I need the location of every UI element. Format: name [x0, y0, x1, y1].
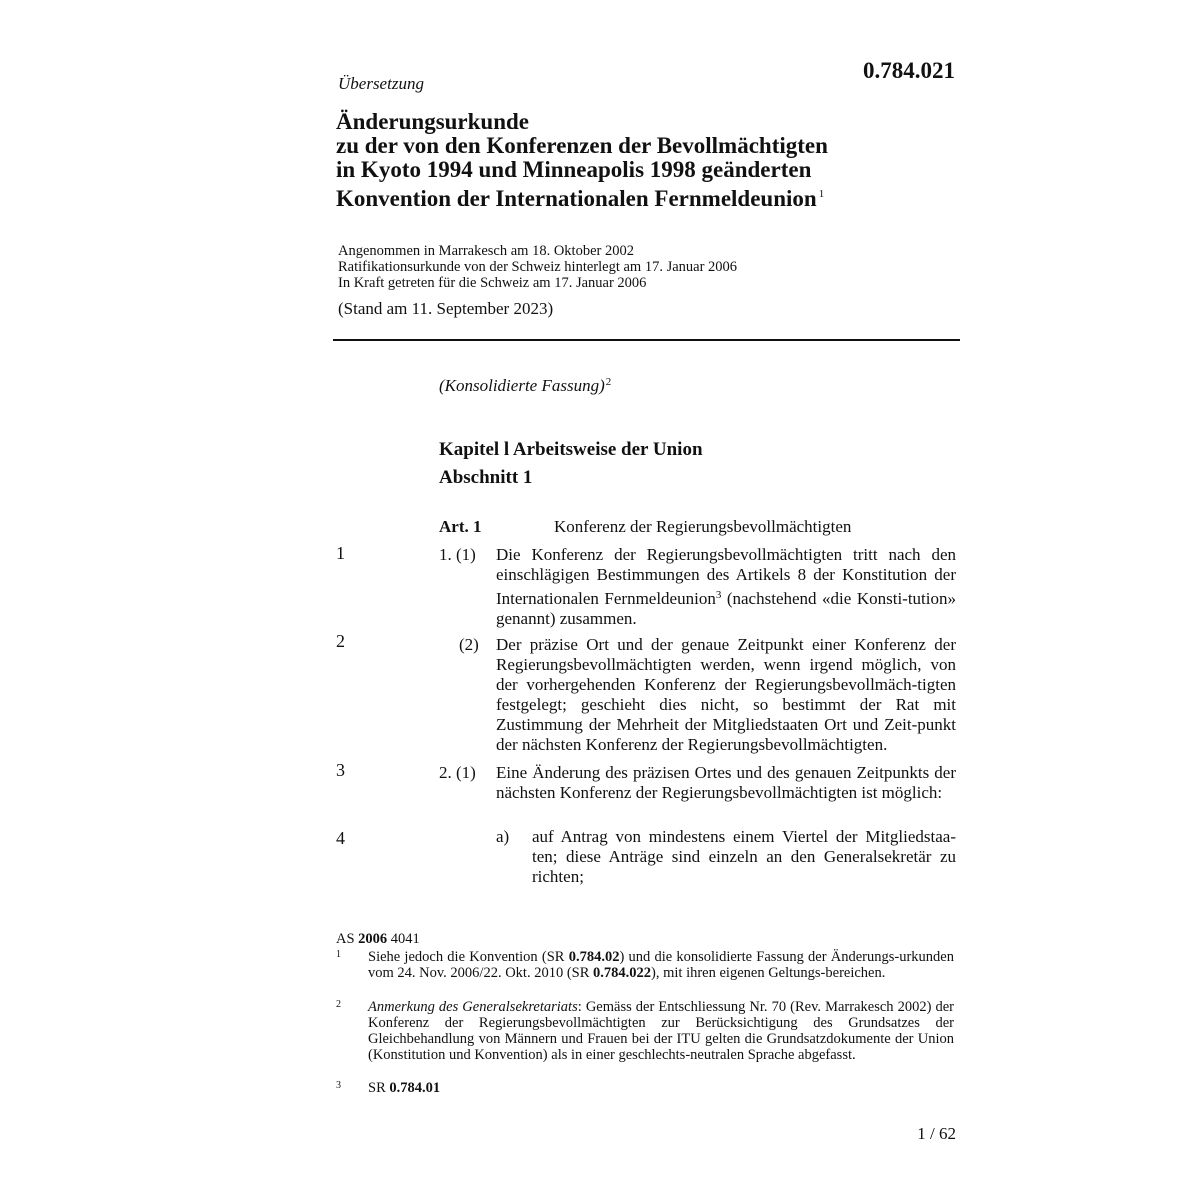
footnote-sr-link[interactable]: 0.784.02	[568, 949, 620, 965]
stand-date: (Stand am 11. September 2023)	[338, 299, 554, 318]
as-page: 4041	[387, 931, 420, 947]
page-number: 1 / 62	[917, 1124, 956, 1143]
footnote-number: 3	[336, 1080, 341, 1091]
section-heading: Abschnitt 1	[439, 467, 533, 488]
footnote-italic: Anmerkung des Generalsekretariats	[368, 999, 578, 1015]
paragraph-text: auf Antrag von mindestens einem Viertel der Mitgliedstaa-ten; diese Anträge sind einzeln an den Generalsekretär zu richten;	[532, 827, 956, 886]
paragraph-text-part: (nachstehend «die Konsti-tution» genannt) zusammen.	[496, 589, 956, 628]
paragraph-text: Eine Änderung des präzisen Ortes und des genauen Zeitpunkts der nächsten Konferenz der Regierungsbevollmächtigten ist möglich:	[496, 763, 956, 802]
title-line-4-text: Konvention der Internationalen Fernmeldeunion	[336, 186, 817, 211]
title-line-2: zu der von den Konferenzen der Bevollmächtigten	[336, 133, 828, 158]
paragraph-text-part: Die Konferenz der Regierungsbevollmächtigten tritt nach den einschlägigen Bestimmungen des Artikels 8 der Konstitution der Internationalen Fernmeldeunion	[496, 545, 956, 608]
footnote-text	[368, 999, 954, 1063]
as-prefix: AS	[336, 931, 359, 947]
margin-number: 3	[336, 760, 345, 780]
dates-block	[338, 243, 737, 291]
footnote-text-part: : Gemäss der Entschliessung Nr. 70 (Rev. Marrakesch 2002) der Konferenz der Regierungsbevollmächtigten zur Berücksichtigung des Grundsatzes der Gleichbehandlung von Männern und Frauen bei der ITU gelten die Grundsatzdokumente der Union (Konstitution und Konvention) als in einer geschlechts-neutralen Sprache abgefasst.	[368, 999, 954, 1063]
paragraph-text	[496, 545, 956, 629]
margin-number: 4	[336, 828, 345, 848]
footnote-text-part: ), mit ihren eigenen Geltungs-bereichen.	[651, 965, 886, 981]
consolidated-footnote-ref[interactable]: 2	[605, 376, 612, 388]
margin-number: 2	[336, 631, 345, 651]
title-footnote-ref[interactable]: 1	[818, 188, 825, 200]
paragraph-label: 1. (1)	[439, 545, 476, 564]
in-force-date: In Kraft getreten für die Schweiz am 17. Januar 2006	[338, 275, 647, 291]
paragraph-footnote-ref[interactable]: 3	[715, 589, 722, 601]
header-divider	[333, 339, 960, 341]
consolidated-version-note	[439, 376, 611, 396]
adopted-date: Angenommen in Marrakesch am 18. Oktober 2002	[338, 243, 634, 259]
title-line-4	[336, 182, 828, 211]
document-number: 0.784.021	[863, 58, 955, 83]
footnote-sr-link[interactable]: 0.784.022	[593, 965, 652, 981]
footnote-text-part: ) und die konsolidierte Fassung der Änderungs-urkunden vom 24. Nov. 2006/22. Okt. 2010 (SR	[368, 949, 954, 981]
ratified-date: Ratifikationsurkunde von der Schweiz hinterlegt am 17. Januar 2006	[338, 259, 738, 275]
margin-number: 1	[336, 543, 345, 563]
document-title	[336, 110, 828, 211]
consolidated-text: (Konsolidierte Fassung)	[439, 376, 605, 395]
footnote-text	[368, 949, 954, 981]
as-year: 2006	[358, 931, 388, 947]
paragraph-text: Der präzise Ort und der genaue Zeitpunkt einer Konferenz der Regierungsbevollmächtigten werden, wenn irgend möglich, von der vorhergehenden Konferenz der Regierungsbevollmäch-tigten festgelegt; geschieht dies nicht, so bestimmt der Rat mit Zustimmung der Mehrheit der Mitgliedstaaten Ort und Zeit-punkt der nächsten Konferenz der Regierungsbevollmächtigten.	[496, 635, 956, 754]
title-line-3: in Kyoto 1994 und Minneapolis 1998 geänderten	[336, 157, 812, 182]
footnote-text-part: Siehe jedoch die Konvention (SR	[368, 949, 569, 965]
footnote-number: 1	[336, 949, 341, 960]
article-number: Art. 1	[439, 517, 482, 536]
footnote-sr-link[interactable]: 0.784.01	[389, 1080, 441, 1096]
paragraph-label: (2)	[459, 635, 479, 654]
chapter-heading: Kapitel l Arbeitsweise der Union	[439, 439, 703, 460]
article-title: Konferenz der Regierungsbevollmächtigten	[554, 517, 852, 536]
footnote-text-part: SR	[368, 1080, 390, 1096]
translation-label: Übersetzung	[338, 74, 424, 93]
paragraph-label: 2. (1)	[439, 763, 476, 782]
paragraph-label: a)	[496, 827, 510, 846]
footnote-text	[368, 1080, 954, 1096]
as-reference	[336, 931, 420, 948]
title-line-1: Änderungsurkunde	[336, 109, 530, 134]
footnote-number: 2	[336, 999, 341, 1010]
